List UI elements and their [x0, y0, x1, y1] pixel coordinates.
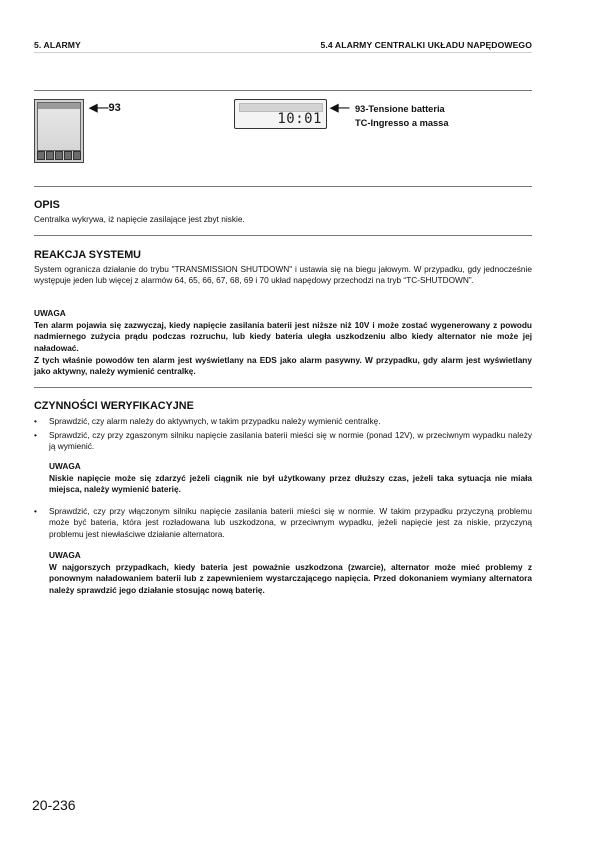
display-icons: [37, 151, 81, 160]
note-title: UWAGA: [49, 461, 81, 471]
section-title-opis: OPIS: [34, 199, 60, 211]
divider: [34, 90, 532, 91]
check-step-1: Sprawdzić, czy alarm należy do aktywnych, w takim przypadku należy wymienić centralkę.: [49, 416, 381, 426]
note-text-2: Z tych właśnie powodów ten alarm jest wyświetlany na EDS jako alarm pasywny. W przypadku, gdy alarm jest wyświetlany jako aktywny, należy wymienić centralkę.: [34, 355, 532, 377]
opis-text: Centralka wykrywa, iż napięcie zasilające jest zbyt niskie.: [34, 214, 245, 224]
callout-arrow-right-icon: ◀—: [330, 102, 350, 114]
note-text-1: Ten alarm pojawia się zazwyczaj, kiedy napięcie zasilania baterii jest niższe niż 10V i może zostać wygenerowany z powodu nadmiernego zużycia prądu podczas rozruchu, lub kiedy bateria uległa uszkodzeniu albo kiedy alternator nie może jej naładować.: [34, 320, 532, 353]
reakcja-text: System ogranicza działanie do trybu "TRANSMISSION SHUTDOWN" i ustawia się na biegu jałowym. W przypadku, gdy jednocześnie występuje jeden lub więcej z alarmów 64, 65, 66, 67, 68, 69 i 70 układ napędowy przechodzi na tryb “TC-SHUTDOWN”.: [34, 264, 532, 286]
note-title: UWAGA: [34, 308, 66, 318]
bullet-marker: •: [34, 416, 37, 426]
note-title: UWAGA: [49, 550, 81, 560]
header-chapter: 5.4 ALARMY CENTRALKI UKŁADU NAPĘDOWEGO: [320, 40, 532, 50]
section-title-czynnosci: CZYNNOŚCI WERYFIKACYJNE: [34, 400, 194, 412]
lcd-time: 10:01: [277, 111, 322, 127]
callout-right: [355, 102, 449, 130]
lcd-display: [234, 99, 327, 129]
bullet-marker: •: [34, 430, 37, 440]
callout-93: 93: [108, 102, 121, 114]
section-title-reakcja: REAKCJA SYSTEMU: [34, 249, 141, 261]
note-text-3: Niskie napięcie może się zdarzyć jeżeli ciągnik nie był użytkowany przez dłuższy czas, jeżeli taka sytuacja nie miała miejsca, należy wymienić baterię.: [49, 473, 532, 495]
note-text-4: W najgorszych przypadkach, kiedy bateria jest poważnie uszkodzona (zwarcie), alternator może mieć problemy z ponownym naładowaniem baterii lub z zapewnieniem wystarczającego napięcia. Przed dokonaniem wymiany alternatora należy sprawdzić jego działanie stosując nową baterię.: [49, 562, 532, 595]
callout-arrow-left: ◀—93: [89, 102, 121, 114]
check-step-2: Sprawdzić, czy przy zgaszonym silniku napięcie zasilania baterii mieści się w normie (ponad 12V), w przeciwnym wypadku należy ją wymienić.: [49, 430, 532, 452]
divider: [34, 235, 532, 236]
check-step-3: Sprawdzić, czy przy włączonym silniku napięcie zasilania baterii mieści się w normie. W takim przypadku przyczyną problemu może być bateria, która jest rozładowana lub uszkodzona, w przeciwnym wypadku, jeżeli napięcie jest za niskie, przyczyną problemu jest niewłaściwe działanie alternatora.: [49, 506, 532, 539]
divider: [34, 387, 532, 388]
divider: [34, 186, 532, 187]
bullet-marker: •: [34, 506, 37, 516]
header-divider: [34, 52, 532, 53]
display-thumbnail: [34, 99, 84, 163]
header-section: 5. ALARMY: [34, 40, 81, 50]
page-number: 20-236: [32, 797, 76, 813]
display-screen: [37, 102, 81, 151]
callout-right-line1: 93-Tensione batteria: [355, 104, 445, 114]
callout-right-line2: TC-Ingresso a massa: [355, 118, 449, 128]
